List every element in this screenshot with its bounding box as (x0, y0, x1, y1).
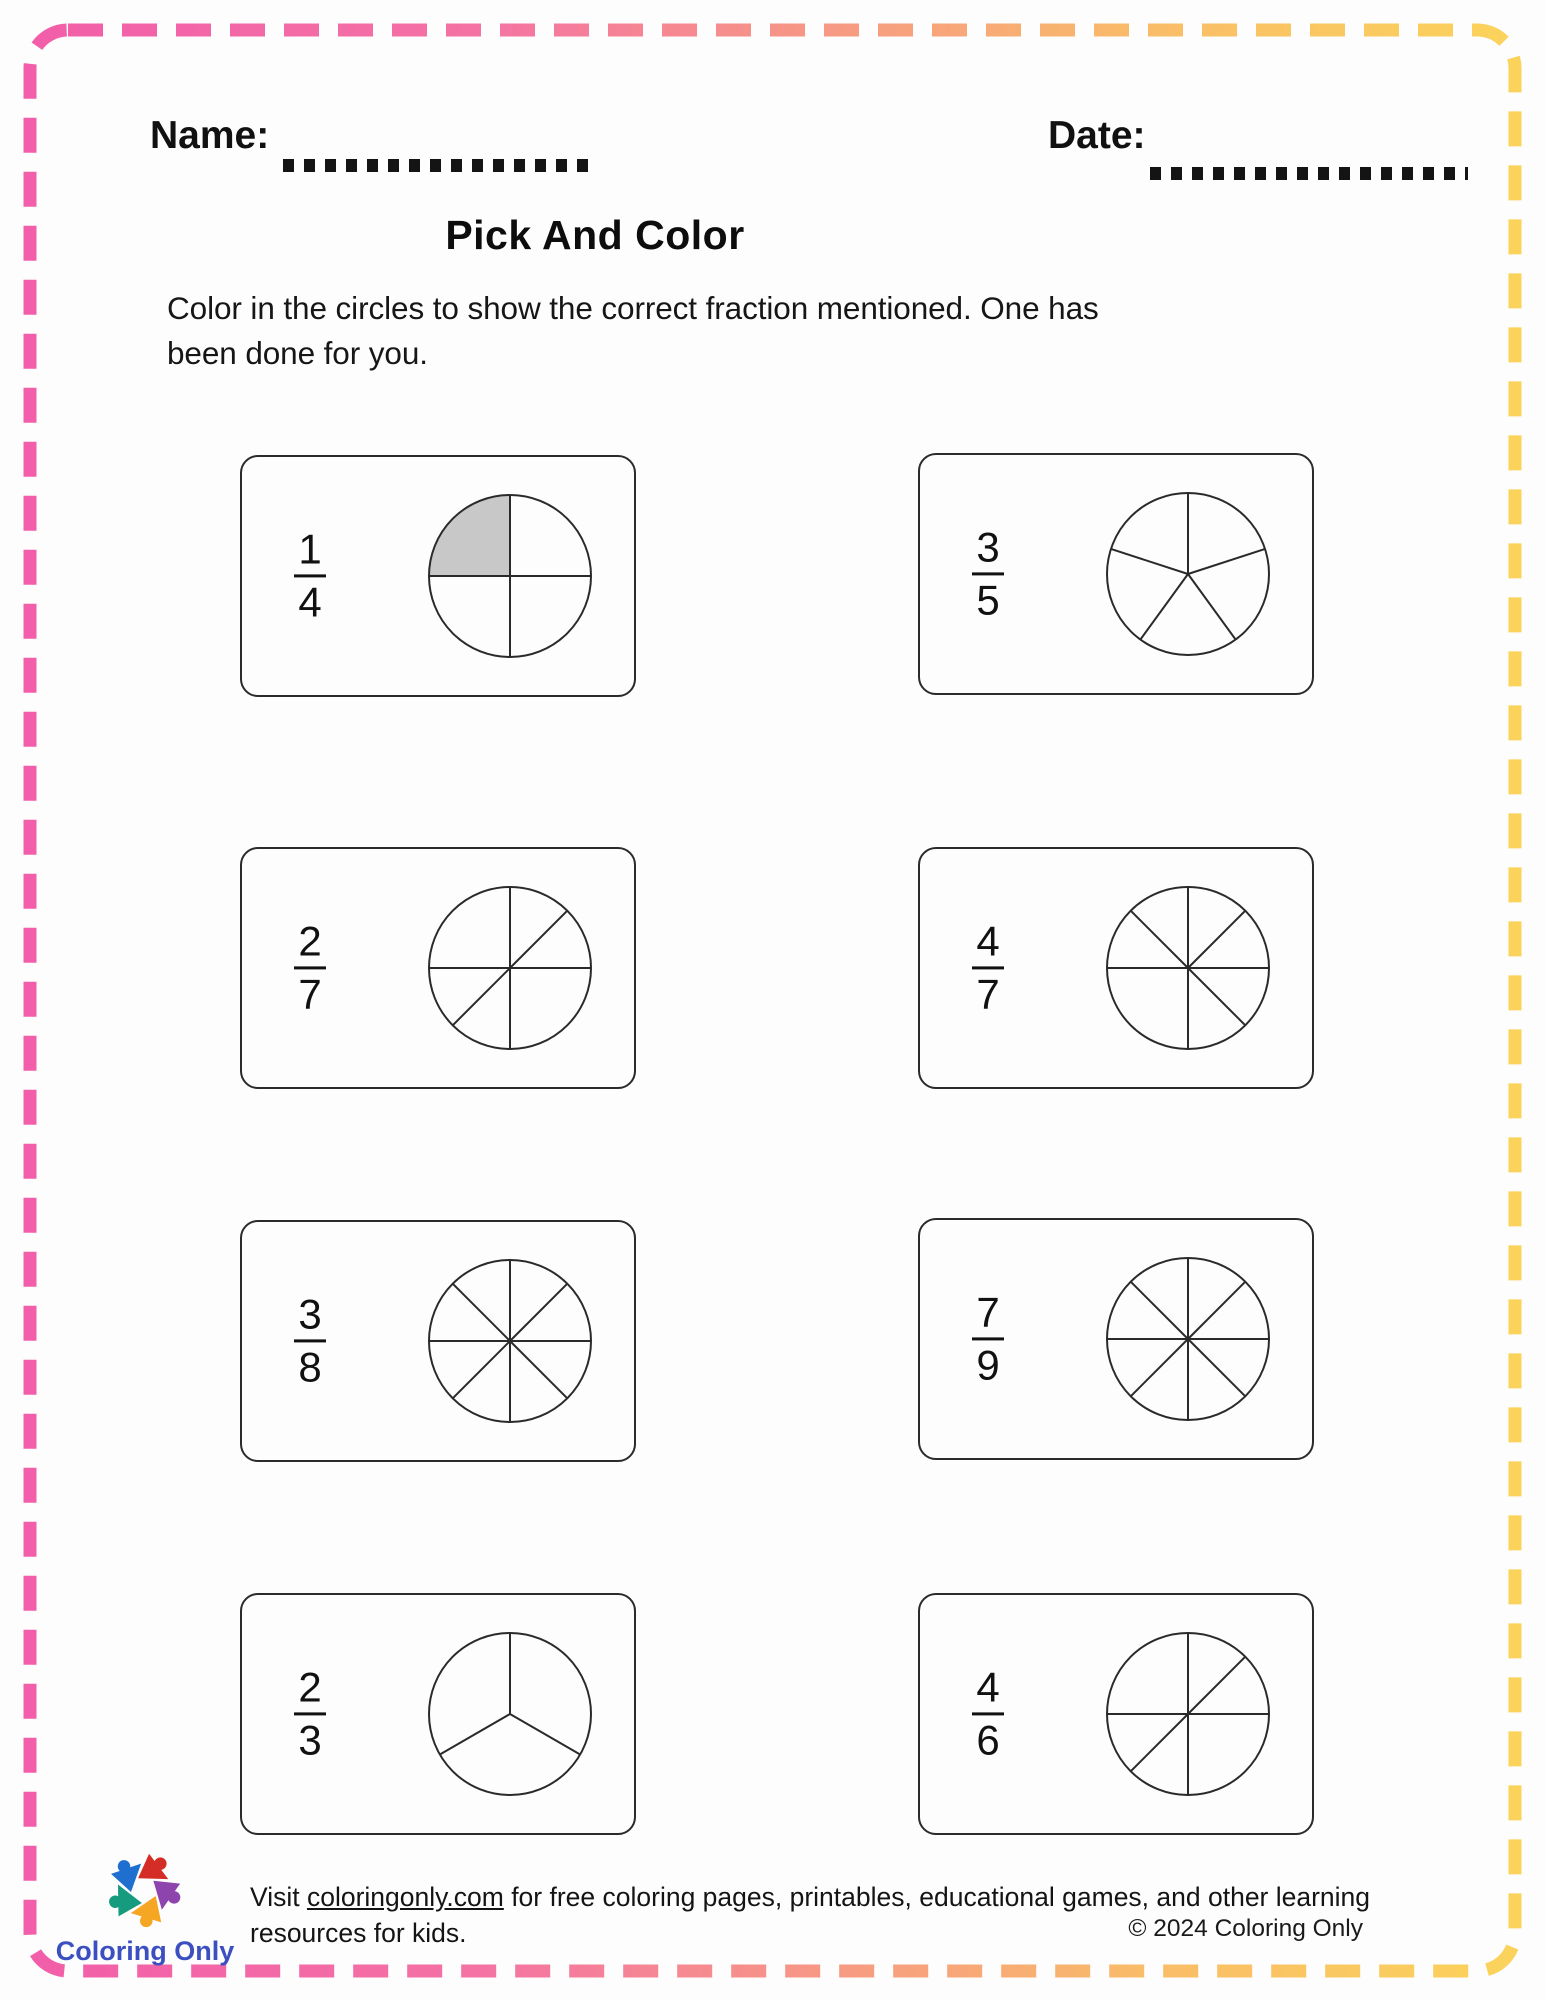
sector-divider-line (1131, 1714, 1188, 1771)
fraction-bar (972, 967, 1004, 970)
sector-divider-line (1131, 911, 1188, 968)
sector-divider-line (1188, 911, 1245, 968)
name-label: Name: (150, 114, 270, 157)
sector-divider-line (1131, 1282, 1188, 1339)
fraction-bar (294, 1713, 326, 1716)
fraction-label (950, 1290, 1026, 1387)
fraction-label (950, 919, 1026, 1016)
name-blank-line[interactable] (283, 159, 591, 172)
sector-divider-line (453, 1284, 510, 1341)
fraction-bar (972, 573, 1004, 576)
sector-divider-line (1140, 574, 1188, 640)
page-title: Pick And Color (445, 212, 745, 258)
fraction-circle[interactable] (426, 1630, 594, 1798)
coloring-only-logo-icon (58, 1840, 230, 1940)
sector-divider-line (1188, 1657, 1245, 1714)
fraction-circle[interactable] (426, 1257, 594, 1425)
sector-divider-line (1188, 549, 1265, 574)
sector-divider-line (1188, 968, 1245, 1025)
fraction-denominator: 5 (976, 576, 1000, 624)
date-blank-line[interactable] (1150, 167, 1468, 180)
sector-divider-line (440, 1714, 510, 1755)
copyright-text: © 2024 Coloring Only (1128, 1915, 1363, 1942)
date-label: Date: (1048, 114, 1146, 157)
fraction-label (272, 1292, 348, 1389)
fraction-label (272, 919, 348, 1016)
fraction-numerator: 1 (298, 525, 322, 573)
fraction-numerator: 7 (976, 1288, 1000, 1336)
fraction-numerator: 2 (298, 1663, 322, 1711)
fraction-card (240, 847, 636, 1089)
sector-divider-line (1111, 549, 1188, 574)
sector-divider-line (453, 1341, 510, 1398)
fraction-bar (972, 1338, 1004, 1341)
fraction-numerator: 4 (976, 917, 1000, 965)
sector-divider-line (1131, 1339, 1188, 1396)
fraction-circle[interactable] (1104, 884, 1272, 1052)
sector-divider-line (1188, 1339, 1245, 1396)
sector-divider-line (1188, 1282, 1245, 1339)
fraction-numerator: 2 (298, 917, 322, 965)
sector-divider-line (453, 968, 510, 1025)
sector-divider-line (510, 1341, 567, 1398)
sector-divider-line (1188, 574, 1236, 640)
fraction-card (240, 455, 636, 697)
fraction-circle[interactable] (1104, 1255, 1272, 1423)
fraction-bar (972, 1713, 1004, 1716)
fraction-denominator: 7 (976, 970, 1000, 1018)
sector-divider-line (510, 1284, 567, 1341)
fraction-label (272, 527, 348, 624)
fraction-denominator: 8 (298, 1343, 322, 1391)
fraction-bar (294, 575, 326, 578)
footer-visit-suffix: for free coloring pages, printables, educational games, and other learning resources for kids. (250, 1882, 1371, 1948)
fraction-bar (294, 1340, 326, 1343)
sector-divider-line (510, 911, 567, 968)
fraction-label (950, 1665, 1026, 1762)
fraction-label (272, 1665, 348, 1762)
fraction-card (918, 453, 1314, 695)
instructions: Color in the circles to show the correct fraction mentioned. One has been done for you. (167, 290, 1099, 371)
fraction-denominator: 9 (976, 1341, 1000, 1389)
fraction-denominator: 7 (298, 970, 322, 1018)
fraction-card (240, 1220, 636, 1462)
fraction-numerator: 4 (976, 1663, 1000, 1711)
fraction-numerator: 3 (976, 523, 1000, 571)
fraction-denominator: 3 (298, 1716, 322, 1764)
fraction-card (918, 847, 1314, 1089)
fraction-circle[interactable] (1104, 1630, 1272, 1798)
fraction-card (918, 1218, 1314, 1460)
sector-divider-line (510, 1714, 580, 1755)
fraction-numerator: 3 (298, 1290, 322, 1338)
fraction-bar (294, 967, 326, 970)
coloringonly-link[interactable]: coloringonly.com (306, 1882, 504, 1912)
fraction-card (240, 1593, 636, 1835)
fraction-circle[interactable] (426, 884, 594, 1052)
fraction-denominator: 4 (298, 578, 322, 626)
fraction-denominator: 6 (976, 1716, 1000, 1764)
fraction-card (918, 1593, 1314, 1835)
fraction-label (950, 525, 1026, 622)
coloring-only-logo-text: Coloring Only (55, 1936, 235, 1966)
fraction-circle[interactable] (426, 492, 594, 660)
shaded-sector[interactable] (429, 495, 510, 576)
footer-visit-prefix: Visit (250, 1882, 307, 1912)
fraction-circle[interactable] (1104, 490, 1272, 658)
